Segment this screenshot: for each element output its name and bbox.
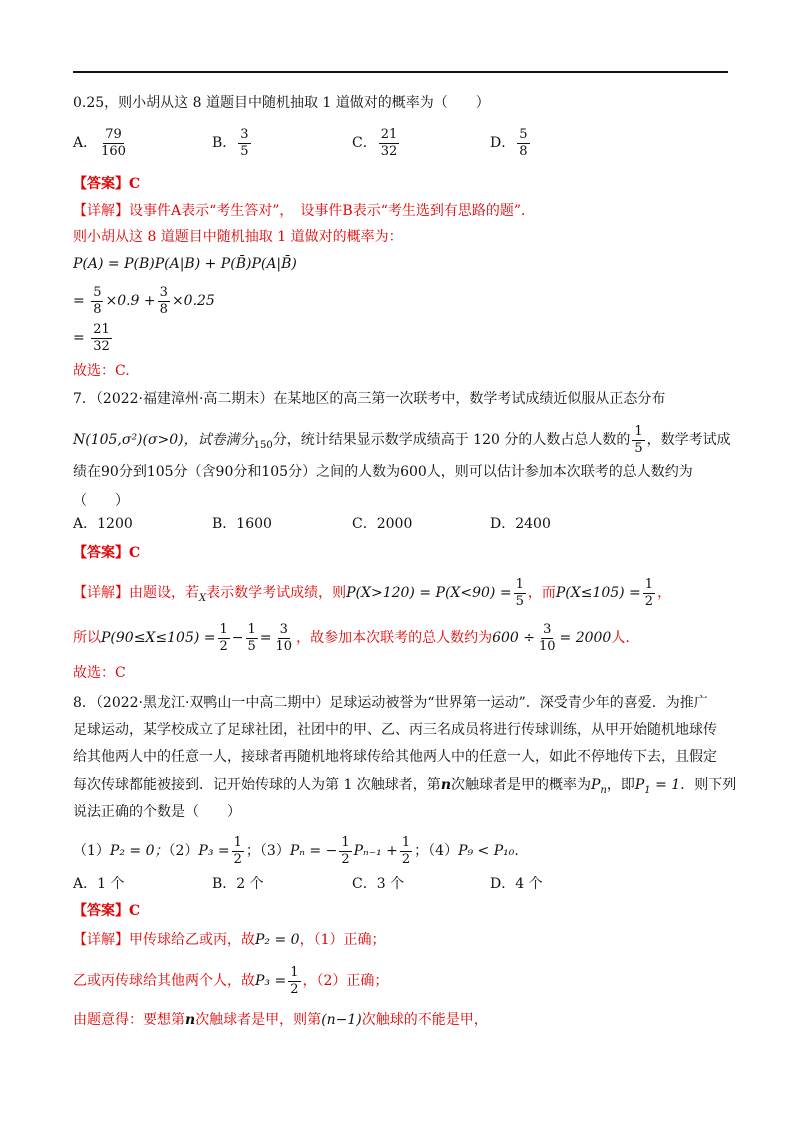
q7-option-d[interactable]: D．2400 <box>490 516 551 532</box>
q7-stem-line1: 7．（2022·福建漳州·高二期末）在某地区的高三第一次联考中，数学考试成绩近似服从正态分布 <box>73 391 666 407</box>
q7-stem-line3: 绩在90分到105分（含90分和105分）之间的人数为600人，则可以估计参加本次联考的总人数约为 <box>73 464 693 480</box>
q6-option-a[interactable]: A． $\frac{79}{160}$ <box>73 127 126 159</box>
q7-option-c[interactable]: C．2000 <box>352 516 413 532</box>
q8-option-a[interactable]: A．1 个 <box>73 876 125 892</box>
q8-option-c[interactable]: C．3 个 <box>352 876 405 892</box>
q6-answer: 【答案】C <box>73 176 141 192</box>
q8-stem-line2: 足球运动，某学校成立了足球社团，社团中的甲、乙、丙三名成员将进行传球训练，从甲开始随机地球传 <box>73 722 717 738</box>
option-label: B． <box>212 135 237 152</box>
q7-detail-line2: 所以P(90≤X≤105) = $\frac{1}{2}$ − $\frac{1}{5}$ = $\frac{3}{10}$ ，故参加本次联考的总人数约为600 ÷ $\frac{3}{10}$ = 2000人. <box>73 622 630 654</box>
q6-conclusion: 故选：C. <box>73 363 130 379</box>
q6-option-c[interactable]: C． $\frac{21}{32}$ <box>352 127 398 159</box>
q8-detail-line1: 【详解】甲传球给乙或丙，故P₂ = 0，（1）正确； <box>73 932 386 948</box>
q6-detail-line2: 则小胡从这 8 道题目中随机抽取 1 道做对的概率为： <box>73 229 403 245</box>
q7-stem-line4: （ ） <box>73 493 129 509</box>
q7-option-a[interactable]: A．1200 <box>73 516 133 532</box>
q8-stem-line3: 给其他两人中的任意一人，接球者再随机地将球传给其他两人中的任意一人，如此不停地传下去，且假定 <box>73 749 717 765</box>
q7-detail-line1: 【详解】由题设，若$_X$表示数学考试成绩，则P(X>120) = P(X<90) = $\frac{1}{5}$ ，而P(X≤105) = $\frac{1}{2}$ ， <box>73 577 672 609</box>
detail-text: 设事件A表示“考生答对”， 设事件B表示“考生选到有思路的题”． <box>129 203 536 219</box>
q6-formula-3: = $\frac{21}{32}$ <box>73 322 110 354</box>
q6-formula-1: P(A) = P(B)P(A|B) + P(B̄)P(A|B̄) <box>73 256 297 272</box>
q7-option-b[interactable]: B．1600 <box>212 516 272 532</box>
q7-answer: 【答案】C <box>73 545 141 561</box>
q8-statements: （1）P₂ = 0；（2）P₃ = $\frac{1}{2}$ ；（3）Pₙ = − $\frac{1}{2}$ Pₙ₋₁ + $\frac{1}{2}$ ；（4）P₉ < P₁₀. <box>73 835 519 867</box>
option-label: C． <box>352 135 377 152</box>
option-label: D． <box>490 135 516 152</box>
q6-formula-2: = $\frac{5}{8}$ ×0.9 + $\frac{3}{8}$ ×0.25 <box>73 285 215 317</box>
q7-conclusion: 故选：C <box>73 665 126 681</box>
q8-stem-line1: 8．（2022·黑龙江·双鸭山一中高二期中）足球运动被誉为“世界第一运动”．深受青少年的喜爱．为推广 <box>73 695 708 711</box>
detail-tag: 【详解】 <box>73 203 129 219</box>
q8-answer: 【答案】C <box>73 903 141 919</box>
q6-detail-line1 <box>73 203 535 220</box>
q8-detail-line2: 乙或丙传球给其他两个人，故P₃ = $\frac{1}{2}$ ，（2）正确； <box>73 965 389 997</box>
q8-stem-line4: 每次传球都能被接到．记开始传球的人为第 1 次触球者，第n次触球者是甲的概率为$P_n$，即$P_1 = 1$．则下列 <box>73 777 737 796</box>
q7-stem-line2: N(105,σ²)(σ>0)，试卷满分$_{150}$分，统计结果显示数学成绩高于 120 分的人数占总人数的 $\frac{1}{5}$ ，数学考试成 <box>73 424 731 456</box>
header-rule <box>73 71 728 73</box>
q8-stem-line5: 说法正确的个数是（ ） <box>73 804 241 820</box>
q8-detail-line3: 由题意得：要想第n次触球者是甲，则第(n−1)次触球的不能是甲， <box>73 1012 488 1028</box>
q8-option-b[interactable]: B．2 个 <box>212 876 264 892</box>
q6-option-d[interactable]: D． $\frac{5}{8}$ <box>490 127 528 159</box>
option-label: A． <box>73 135 98 152</box>
q8-option-d[interactable]: D．4 个 <box>490 876 543 892</box>
q6-stem-tail: 0.25，则小胡从这 8 道题目中随机抽取 1 道做对的概率为（ ） <box>73 95 490 111</box>
q6-option-b[interactable]: B． $\frac{3}{5}$ <box>212 127 249 159</box>
